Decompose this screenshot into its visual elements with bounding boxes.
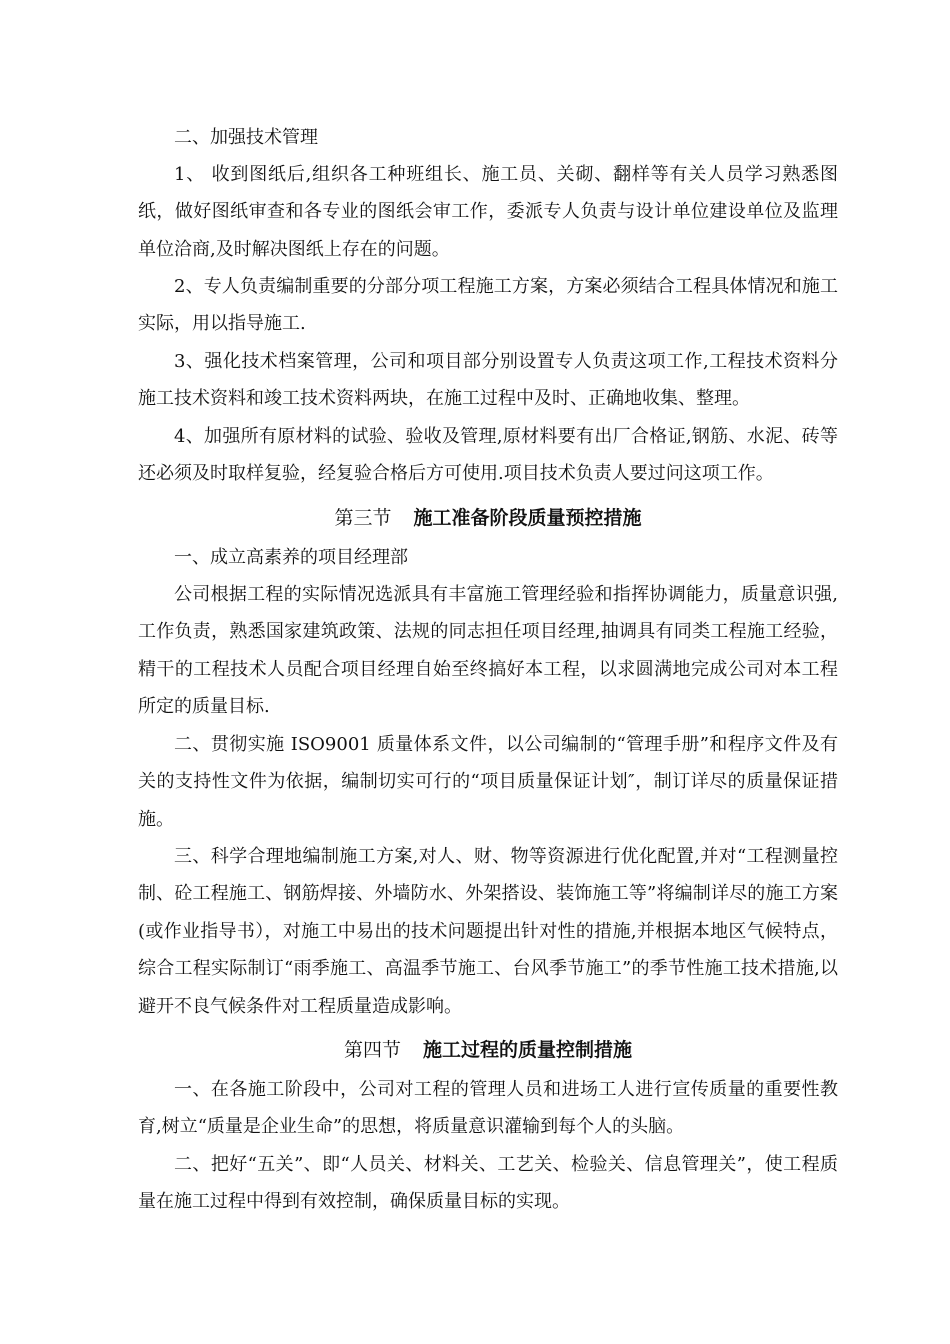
paragraph-prep-2: 公司根据工程的实际情况选派具有丰富施工管理经验和指挥协调能力，质量意识强,工作负责，熟悉国家建筑政策、法规的同志担任项目经理,抽调具有同类工程施工经验，精干的工程技术人员配合项目经理自始至终搞好本工程，以求圆满地完成公司对本工程所定的质量目标. <box>138 584 838 718</box>
section-number: 第三节 <box>334 507 392 529</box>
paragraph-prep-4: 三、科学合理地编制施工方案,对人、财、物等资源进行优化配置,并对“工程测量控制、砼工程施工、钢筋焊接、外墙防水、外架搭设、装饰施工等”将编制详尽的施工方案(或作业指导书），对施工中易出的技术问题提出针对性的措施,并根据本地区气候特点，综合工程实际制订“雨季施工、高温季节施工、台风季节施工”的季节性施工技术措施,以避开不良气候条件对工程质量造成影响。 <box>138 846 838 1017</box>
section-title: 施工准备阶段质量预控措施 <box>413 507 642 529</box>
section-heading-4 <box>138 1035 838 1065</box>
paragraph-prep-1: 一、成立高素养的项目经理部 <box>174 547 408 568</box>
paragraph-tech-mgmt-heading: 二、加强技术管理 <box>174 127 318 148</box>
paragraph-tech-mgmt-1: 1、 收到图纸后,组织各工种班组长、施工员、关砌、翻样等有关人员学习熟悉图纸，做好图纸审查和各专业的图纸会审工作，委派专人负责与设计单位建设单位及监理单位洽商,及时解决图纸上存在的问题。 <box>138 164 838 260</box>
section-heading-3 <box>138 503 838 533</box>
paragraph-tech-mgmt-4: 4、加强所有原材料的试验、验收及管理,原材料要有出厂合格证,钢筋、水泥、砖等还必须及时取样复验，经复验合格后方可使用.项目技术负责人要过问这项工作。 <box>138 426 838 485</box>
section-number: 第四节 <box>343 1039 401 1061</box>
paragraph-tech-mgmt-2: 2、专人负责编制重要的分部分项工程施工方案，方案必须结合工程具体情况和施工实际，用以指导施工. <box>138 276 838 335</box>
paragraph-tech-mgmt-3: 3、强化技术档案管理，公司和项目部分别设置专人负责这项工作,工程技术资料分施工技术资料和竣工技术资料两块，在施工过程中及时、正确地收集、整理。 <box>138 351 838 410</box>
paragraph-process-1: 一、在各施工阶段中，公司对工程的管理人员和进场工人进行宣传质量的重要性教育,树立“质量是企业生命”的思想，将质量意识灌输到每个人的头脑。 <box>138 1079 838 1138</box>
paragraph-process-2: 二、把好“五关”、即“人员关、材料关、工艺关、检验关、信息管理关”，使工程质量在施工过程中得到有效控制，确保质量目标的实现。 <box>138 1154 838 1213</box>
paragraph-prep-3: 二、贯彻实施 ISO9001 质量体系文件，以公司编制的“管理手册”和程序文件及有关的支持性文件为依据，编制切实可行的“项目质量保证计划″，制订详尽的质量保证措施。 <box>138 734 838 830</box>
section-title: 施工过程的质量控制措施 <box>423 1039 633 1061</box>
